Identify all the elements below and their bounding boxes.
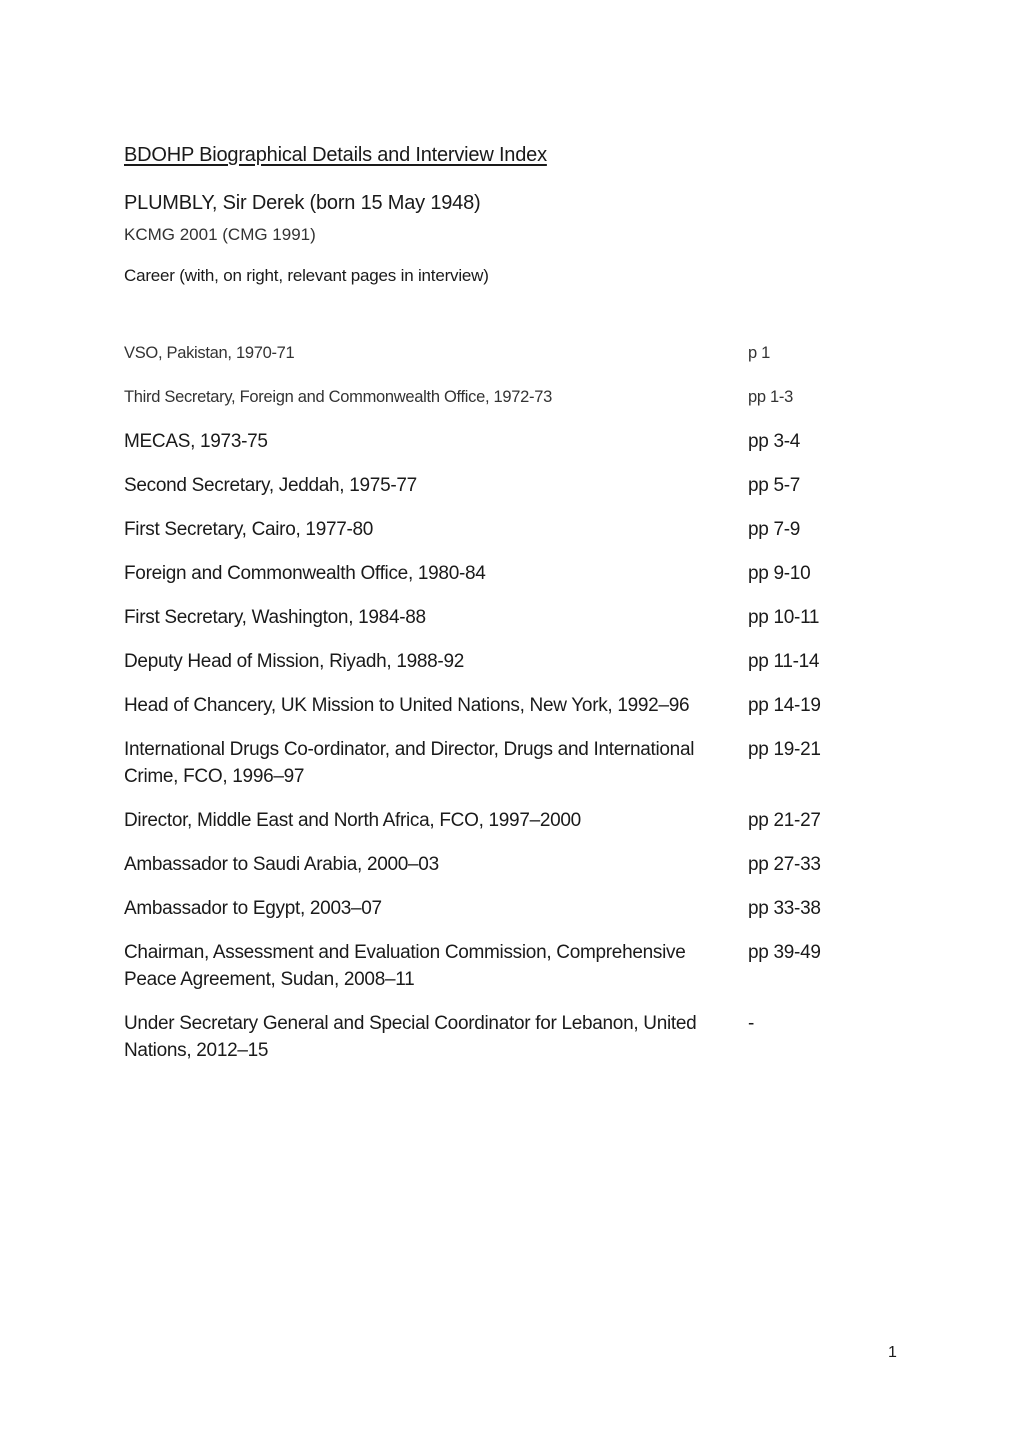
career-role: International Drugs Co-ordinator, and Director, Drugs and International Crime, FCO, 1996–97 xyxy=(124,739,695,787)
career-list xyxy=(124,340,844,1081)
career-role: Ambassador to Saudi Arabia, 2000–03 xyxy=(124,854,439,875)
career-row xyxy=(124,939,844,1010)
career-pages: pp 10-11 xyxy=(748,607,820,628)
career-role: Chairman, Assessment and Evaluation Commission, Comprehensive Peace Agreement, Sudan, 2008–11 xyxy=(124,942,686,990)
career-pages: pp 19-21 xyxy=(748,739,821,760)
career-row xyxy=(124,851,844,895)
career-role: First Secretary, Cairo, 1977-80 xyxy=(124,519,374,540)
career-role: First Secretary, Washington, 1984-88 xyxy=(124,607,426,628)
career-row xyxy=(124,428,844,472)
career-role: Under Secretary General and Special Coordinator for Lebanon, United Nations, 2012–15 xyxy=(124,1013,697,1061)
career-row xyxy=(124,340,844,384)
career-pages: pp 9-10 xyxy=(748,563,811,584)
career-row xyxy=(124,384,844,428)
career-row xyxy=(124,1010,844,1081)
career-heading: Career (with, on right, relevant pages in interview) xyxy=(124,266,489,285)
career-row xyxy=(124,472,844,516)
career-row xyxy=(124,560,844,604)
career-pages: pp 7-9 xyxy=(748,519,801,540)
career-role: Ambassador to Egypt, 2003–07 xyxy=(124,898,382,919)
honours-line: KCMG 2001 (CMG 1991) xyxy=(124,225,316,244)
career-pages: pp 3-4 xyxy=(748,431,801,452)
career-pages: pp 33-38 xyxy=(748,898,821,919)
career-pages: pp 27-33 xyxy=(748,854,821,875)
career-row xyxy=(124,807,844,851)
career-pages: pp 39-49 xyxy=(748,942,821,963)
career-pages: pp 5-7 xyxy=(748,475,801,496)
career-pages: - xyxy=(748,1013,755,1034)
career-pages: pp 21-27 xyxy=(748,810,821,831)
career-pages: pp 11-14 xyxy=(748,651,820,672)
career-row xyxy=(124,516,844,560)
document-title: BDOHP Biographical Details and Interview Index xyxy=(124,144,547,166)
subject-name: PLUMBLY, Sir Derek (born 15 May 1948) xyxy=(124,192,481,214)
career-role: Head of Chancery, UK Mission to United Nations, New York, 1992–96 xyxy=(124,695,690,716)
career-pages: pp 14-19 xyxy=(748,695,821,716)
career-role: Foreign and Commonwealth Office, 1980-84 xyxy=(124,563,486,584)
career-pages: pp 1-3 xyxy=(748,388,793,406)
career-row xyxy=(124,736,844,807)
career-role: Third Secretary, Foreign and Commonwealth Office, 1972-73 xyxy=(124,388,553,406)
career-role: Director, Middle East and North Africa, FCO, 1997–2000 xyxy=(124,810,581,831)
career-table xyxy=(124,340,844,1081)
career-row xyxy=(124,648,844,692)
career-role: Deputy Head of Mission, Riyadh, 1988-92 xyxy=(124,651,464,672)
career-row xyxy=(124,692,844,736)
career-role: MECAS, 1973-75 xyxy=(124,431,268,452)
career-role: Second Secretary, Jeddah, 1975-77 xyxy=(124,475,417,496)
career-row xyxy=(124,604,844,648)
page-number: 1 xyxy=(888,1344,897,1361)
career-pages: p 1 xyxy=(748,344,771,362)
career-row xyxy=(124,895,844,939)
career-role: VSO, Pakistan, 1970-71 xyxy=(124,344,295,362)
